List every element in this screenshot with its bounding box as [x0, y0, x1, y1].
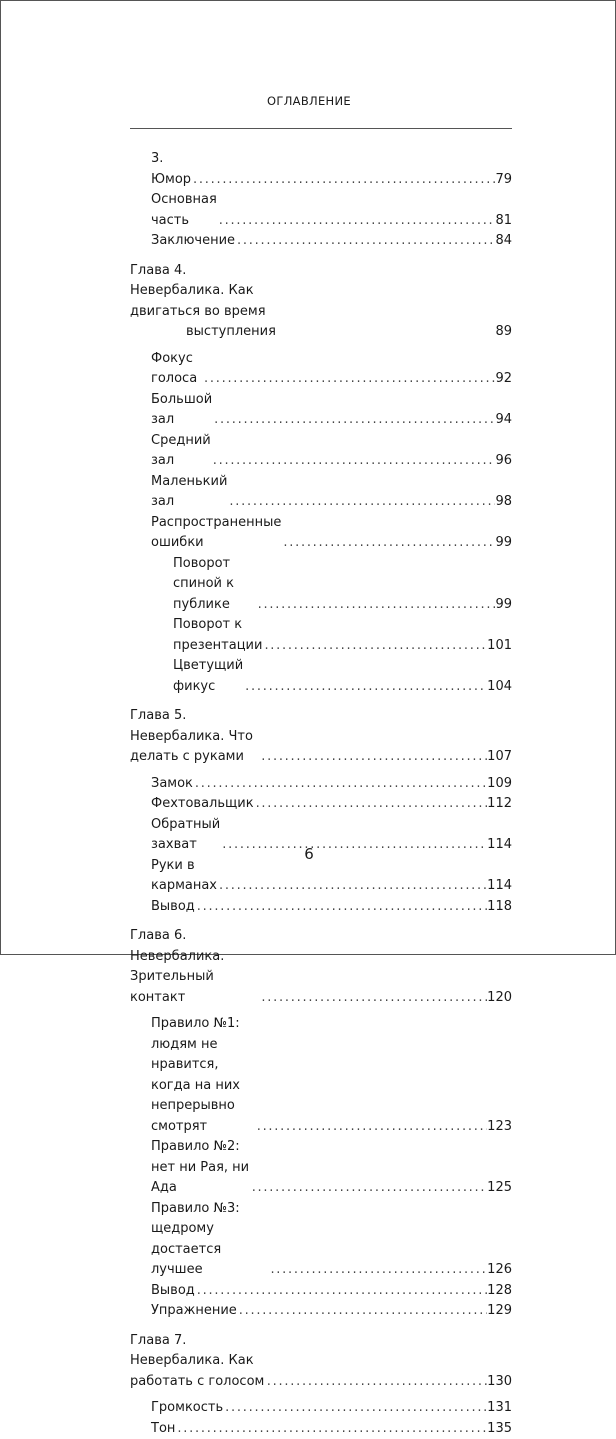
page-number: 6: [1, 845, 616, 863]
toc-chapter-entry: [130, 1331, 512, 1393]
toc-entry-title: Поворот спиной к публике: [173, 554, 256, 616]
toc-entry: [130, 774, 512, 795]
toc-entry: [130, 1199, 512, 1281]
toc-entry-title: Замок: [151, 774, 193, 795]
dot-leader: [254, 794, 488, 815]
toc-entry: [130, 390, 512, 431]
toc-entry-title: Обратный захват: [151, 815, 220, 856]
toc-chapter-entry: [130, 706, 512, 768]
dot-leader: [212, 410, 495, 431]
dot-leader: [175, 1419, 487, 1439]
toc-entry: [130, 149, 512, 190]
toc-entry: [130, 1398, 512, 1419]
toc-entry-page: 107: [487, 747, 512, 768]
toc-entry-title: [151, 1014, 255, 1137]
toc-entry-page: 123: [487, 1117, 512, 1138]
toc-entry-page: 79: [495, 170, 512, 191]
toc-entry-page: 84: [495, 231, 512, 252]
toc-entry-page: 96: [495, 451, 512, 472]
toc-entry-page: 81: [495, 211, 512, 232]
toc-entry: [130, 1281, 512, 1302]
toc-entry-page: 114: [487, 876, 512, 897]
toc-entry: [130, 615, 512, 656]
dot-leader: [262, 636, 487, 657]
toc-chapter-title-line: Глава 4. Невербалика. Как двигаться во время: [130, 261, 276, 323]
header-divider: [130, 128, 512, 129]
toc-entry: [130, 349, 512, 390]
toc-entry: [130, 513, 512, 554]
toc-entry-page: 128: [487, 1281, 512, 1302]
dot-leader: [195, 897, 487, 918]
dot-leader: [268, 1260, 487, 1281]
toc-entry: [130, 190, 512, 231]
dot-leader: [202, 369, 495, 390]
dot-leader: [259, 988, 487, 1009]
toc-chapter-title: Глава 7. Невербалика. Как работать с голосом: [130, 1331, 265, 1393]
dot-leader: [211, 451, 496, 472]
toc-entry-page: 99: [495, 533, 512, 554]
toc-entry-title: Заключение: [151, 231, 235, 252]
dot-leader: [259, 747, 487, 768]
toc-entry-page: 101: [487, 636, 512, 657]
toc-entry-page: 112: [487, 794, 512, 815]
dot-leader: [217, 211, 496, 232]
toc-entry: [130, 897, 512, 918]
toc-entry-page: 94: [495, 410, 512, 431]
toc-entry-title: Упражнение: [151, 1301, 237, 1322]
toc-entry-title: Маленький зал: [151, 472, 227, 513]
dot-leader: [237, 1301, 487, 1322]
toc-entry: [130, 1137, 512, 1199]
toc-entry-page: 99: [495, 595, 512, 616]
toc-entry-title: Средний зал: [151, 431, 211, 472]
page-title: ОГЛАВЛЕНИЕ: [1, 94, 616, 108]
toc-entry: [130, 1014, 512, 1137]
toc-chapter-title-line: выступления: [130, 322, 276, 343]
toc-chapter-entry: [130, 261, 512, 343]
table-of-contents: [130, 149, 512, 1439]
dot-leader: [223, 1398, 487, 1419]
toc-entry-title: Тон: [151, 1419, 175, 1439]
toc-entry: [130, 554, 512, 616]
dot-leader: [235, 231, 495, 252]
toc-entry-title: Фехтовальщик: [151, 794, 254, 815]
dot-leader: [195, 1281, 487, 1302]
toc-entry-page: 135: [487, 1419, 512, 1439]
toc-entry-title-line: Правило №1: людям не нравится,: [151, 1014, 255, 1076]
toc-entry-title: Громкость: [151, 1398, 223, 1419]
toc-entry-title: Правило №2: нет ни Рая, ни Ада: [151, 1137, 250, 1199]
toc-entry-title-line: когда на них непрерывно смотрят: [151, 1076, 255, 1138]
toc-entry-page: 98: [495, 492, 512, 513]
toc-chapter-title: Глава 6. Невербалика. Зрительный контакт: [130, 926, 259, 1008]
dot-leader: [281, 533, 495, 554]
toc-entry-title: Поворот к презентации: [173, 615, 262, 656]
toc-entry: [130, 656, 512, 697]
toc-entry-title: Правило №3: щедрому достается лучшее: [151, 1199, 268, 1281]
toc-entry: [130, 794, 512, 815]
toc-entry-title: Вывод: [151, 1281, 195, 1302]
toc-entry-page: 104: [487, 677, 512, 698]
dot-leader: [250, 1178, 487, 1199]
toc-entry-page: 120: [487, 988, 512, 1009]
toc-entry: [130, 231, 512, 252]
dot-leader: [255, 1117, 487, 1138]
toc-entry-title: Распространенные ошибки: [151, 513, 281, 554]
toc-entry-page: 89: [495, 322, 512, 343]
dot-leader: [227, 492, 495, 513]
toc-entry-page: 131: [487, 1398, 512, 1419]
toc-entry-title: Вывод: [151, 897, 195, 918]
dot-leader: [191, 170, 495, 191]
toc-chapter-entry: [130, 926, 512, 1008]
toc-entry-page: 125: [487, 1178, 512, 1199]
toc-chapter-title: Глава 5. Невербалика. Что делать с руками: [130, 706, 259, 768]
dot-leader: [265, 1372, 487, 1393]
toc-entry-title: Большой зал: [151, 390, 212, 431]
toc-entry: [130, 1301, 512, 1322]
toc-entry-title: Фокус голоса: [151, 349, 202, 390]
dot-leader: [256, 595, 496, 616]
toc-entry-page: 92: [495, 369, 512, 390]
dot-leader: [217, 876, 487, 897]
toc-entry-title: 3. Юмор: [151, 149, 191, 190]
toc-chapter-title: [130, 261, 276, 343]
toc-entry-page: 118: [487, 897, 512, 918]
toc-entry-title: Основная часть: [151, 190, 217, 231]
dot-leader: [193, 774, 487, 795]
toc-entry-page: 126: [487, 1260, 512, 1281]
toc-entry: [130, 1419, 512, 1439]
dot-leader: [243, 677, 487, 698]
toc-entry: [130, 431, 512, 472]
toc-entry-page: 130: [487, 1372, 512, 1393]
toc-entry-page: 129: [487, 1301, 512, 1322]
toc-entry-title: Руки в карманах: [151, 856, 217, 897]
toc-entry-page: 109: [487, 774, 512, 795]
toc-entry-page: 114: [487, 835, 512, 856]
toc-entry-title: Цветущий фикус: [173, 656, 243, 697]
toc-entry: [130, 472, 512, 513]
